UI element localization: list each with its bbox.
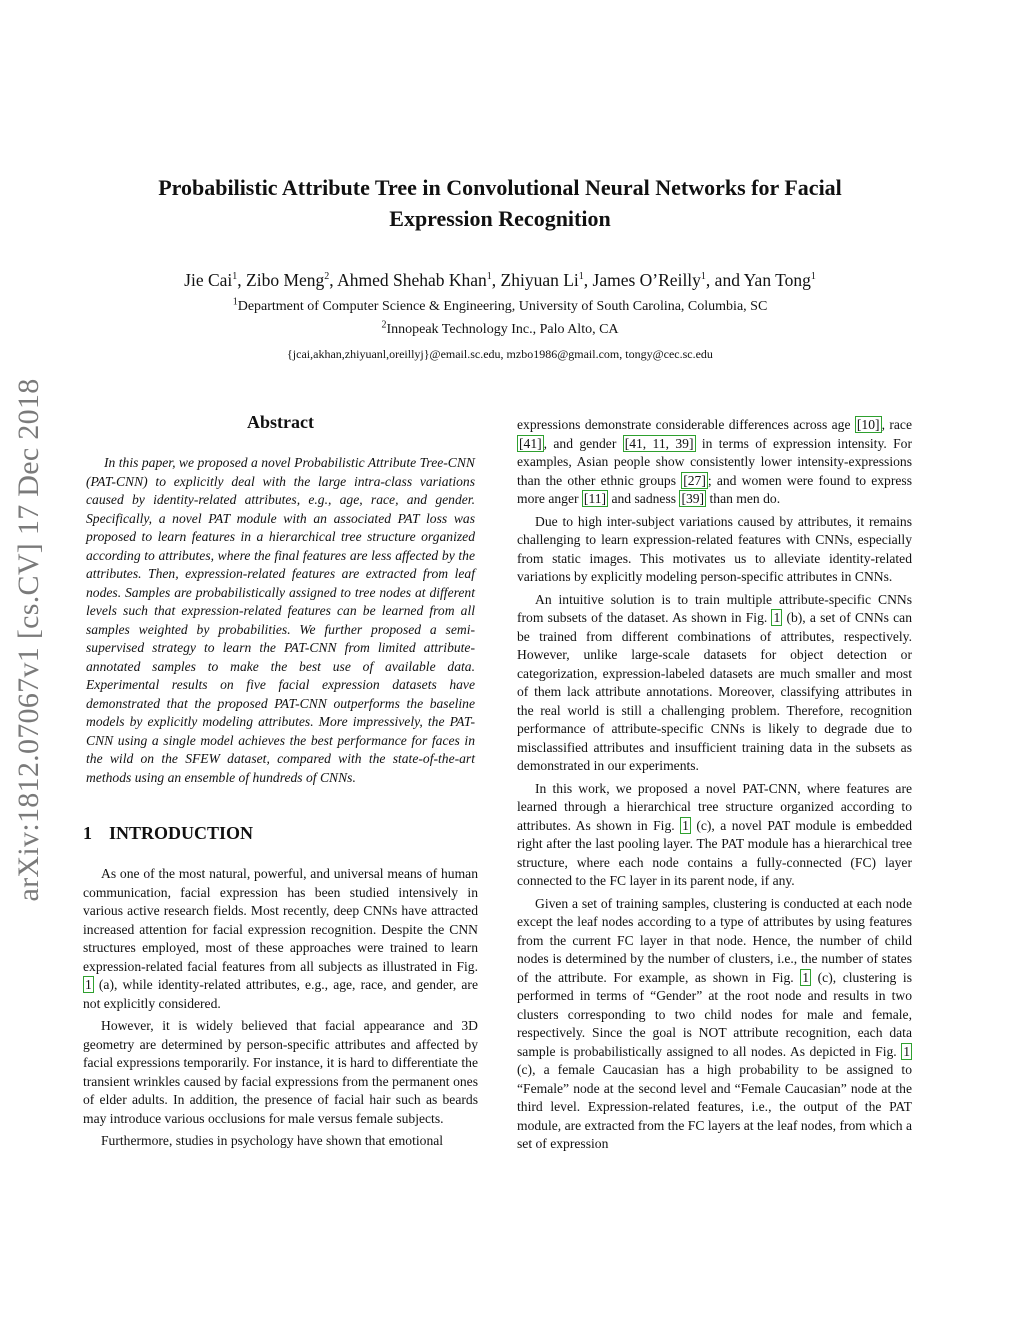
title-line-2: Expression Recognition — [389, 206, 611, 231]
right-column — [517, 416, 912, 1154]
paragraph-text: (b), a set of CNNs can be trained from different combinations of attributes, respectively. However, unlike large-scale datasets for object detection or categorization, expression-labeled datasets are much smaller and most of them lack attribute annotations. Moreover, classifying attributes in the real world is still a challenging problem. Therefore, recognition performance of attribute-specific CNNs is likely to degrade due to misclassified attributes and insufficient training data in the subsets as demonstrated in our experiments. — [517, 610, 912, 773]
paragraph-text: In this work, we proposed a novel PAT-CNN, where features are learned through a hierarchical tree structure organized according to attributes. As shown in Fig. — [517, 780, 912, 833]
paragraph-text: and sadness — [608, 491, 680, 506]
figure-reference-link[interactable]: 1 — [903, 1043, 910, 1059]
author-name: Yan Tong — [743, 270, 811, 290]
affiliation-text: Department of Computer Science & Engineering, University of South Carolina, Columbia, SC — [237, 299, 768, 314]
arxiv-identifier: arXiv:1812.07067v1 [cs.CV] 17 Dec 2018 — [12, 378, 45, 902]
affiliation-mark: 2 — [381, 319, 387, 331]
citation-link[interactable]: [41, 11, 39] — [624, 435, 694, 451]
section-title: INTRODUCTION — [109, 823, 254, 843]
author-affil-mark: 1 — [700, 271, 706, 283]
citation-link[interactable]: [39] — [681, 491, 705, 506]
author-list — [60, 268, 940, 292]
author-affil-mark: 1 — [486, 271, 492, 283]
author-name: James O’Reilly — [592, 270, 701, 290]
abstract-body — [83, 454, 478, 787]
author-separator: , — [583, 270, 593, 290]
paragraph — [517, 780, 912, 891]
author-affil-mark: 1 — [810, 271, 816, 283]
citation-link[interactable]: [27] — [683, 472, 706, 488]
citation-link[interactable]: [10] — [856, 417, 880, 432]
title-line-1: Probabilistic Attribute Tree in Convolutional Neural Networks for Facial — [158, 175, 842, 200]
figure-reference-link[interactable]: 1 — [802, 969, 810, 985]
paragraph-text: expressions demonstrate considerable differences across age — [517, 417, 855, 432]
paragraph — [517, 416, 912, 509]
author-separator: , — [491, 270, 501, 290]
affiliation-text: Innopeak Technology Inc., Palo Alto, CA — [386, 322, 619, 337]
author-affil-mark: 2 — [324, 271, 330, 283]
citation-link[interactable]: [11] — [583, 491, 607, 506]
author-affil-mark: 1 — [232, 271, 238, 283]
paragraph-text: (c), a female Caucasian has a high probability to be assigned to “Female” node at the second level and “Female Caucasian” node at the third level. Expression-related features, i.e., the output of the PAT module, are extracted from the FC layers at the leaf nodes, from which a set of expression — [517, 1062, 912, 1151]
paragraph — [517, 895, 912, 1154]
figure-reference-link[interactable]: 1 — [85, 977, 92, 992]
affiliation-2 — [100, 321, 900, 339]
paragraph-text: (c), clustering is performed in terms of “Gender” at the root node and results in two clusters corresponding to two child nodes for male and female, respectively. Since the goal is NOT attribute recognition, each data sample is probabilistically assigned to all nodes. As depicted in Fig. — [517, 969, 912, 1059]
page-title — [100, 172, 900, 234]
paragraph-text: (a), while identity-related attributes, e.g., age, race, and gender, are not explicitly considered. — [83, 977, 478, 1011]
paragraph-text: , race — [881, 417, 912, 432]
citation-link[interactable]: [41] — [519, 435, 542, 451]
paragraph-text: (c), a novel PAT module is embedded right after the last pooling layer. The PAT module has a hierarchical tree structure, where each node contains a fully-connected (FC) layer connected to the FC layer in its parent node, if any. — [517, 817, 912, 888]
paragraph-text: , and gender — [543, 435, 623, 451]
author-name: Ahmed Shehab Khan — [337, 270, 487, 290]
left-column — [83, 410, 478, 1151]
figure-reference-link[interactable]: 1 — [773, 610, 781, 625]
author-name: Jie Cai — [184, 270, 233, 290]
figure-reference-link[interactable]: 1 — [682, 817, 689, 833]
author-affil-mark: 1 — [578, 271, 584, 283]
paragraph-text: An intuitive solution is to train multiple attribute-specific CNNs from subsets of the dataset. As shown in Fig. — [517, 591, 912, 625]
paragraph — [83, 865, 478, 1013]
paragraph-text: in terms of expression intensity. For examples, Asian people show consistently lower intensity-expressions than the other ethnic groups — [517, 435, 912, 488]
paragraph-text: ; and women were found to express more anger — [517, 472, 912, 506]
section-number: 1 — [83, 823, 92, 843]
abstract-heading: Abstract — [247, 412, 314, 432]
author-separator: , — [237, 270, 247, 290]
paragraph: However, it is widely believed that facial appearance and 3D geometry are determined by person-specific attributes and affected by facial expressions temporarily. For instance, it is hard to differentiate the transient wrinkles caused by facial expressions from the permanent ones of elder adults. In addition, the presence of facial hair such as beards may introduce various occlusions for male versus female subjects. — [83, 1018, 478, 1126]
paragraph-text: Given a set of training samples, clustering is conducted at each node except the leaf nodes according to a type of attributes by using features from the current FC layer in that node. Hence, the number of child nodes is determined by the number of clusters, i.e., the number of states of the attribute. For example, as shown in Fig. — [517, 895, 912, 985]
author-name: Zibo Meng — [246, 270, 325, 290]
paragraph: Furthermore, studies in psychology have shown that emotional — [101, 1133, 444, 1148]
section-heading — [83, 821, 478, 845]
author-separator: , and — [705, 270, 744, 290]
abstract-text: In this paper, we proposed a novel Probabilistic Attribute Tree-CNN (PAT-CNN) to explicitly deal with the large intra-class variations caused by identity-related attributes, e.g., age, race, and gender. Specifically, a novel PAT module with an associated PAT loss was proposed to learn features in a hierarchical tree structure organized according to attributes, where the final features are less affected by the attributes. Then, expression-related features are extracted from leaf nodes. Samples are probabilistically assigned to tree nodes at different levels such that expression-related features can be learned from all samples weighted by probabilities. We further proposed a semi-supervised strategy to learn the PAT-CNN from limited attribute-annotated samples to make the best use of available data. Experimental results on five facial expression datasets have demonstrated that the proposed PAT-CNN outperforms the baseline models by explicitly modeling attributes. More impressively, the PAT-CNN using a single model achieves the best performance for faces in the wild on the SFEW dataset, compared with the state-of-the-art methods using an ensemble of hundreds of CNNs. — [86, 455, 475, 785]
affiliation-mark: 1 — [232, 296, 238, 308]
affiliation-1 — [100, 298, 900, 316]
author-separator: , — [329, 270, 338, 290]
author-name: Zhiyuan Li — [500, 270, 579, 290]
author-emails: {jcai,akhan,zhiyuanl,oreillyj}@email.sc.edu, mzbo1986@gmail.com, tongy@cec.sc.edu — [287, 347, 713, 361]
paragraph: Due to high inter-subject variations caused by attributes, it remains challenging to learn expression-related features with CNNs, especially from static images. This motivates us to alleviate identity-related variations by explicitly modeling person-specific attributes in CNNs. — [517, 513, 912, 584]
paragraph-text: As one of the most natural, powerful, and universal means of human communication, facial expression has been studied intensively in various active research fields. Most recently, deep CNNs have attracted increased attention for facial expression recognition. Despite the CNN structures employed, most of these approaches were trained to learn expression-related facial features from all subjects as illustrated in Fig. — [83, 866, 478, 974]
paragraph-text: than men do. — [706, 491, 781, 506]
paragraph — [517, 591, 912, 776]
